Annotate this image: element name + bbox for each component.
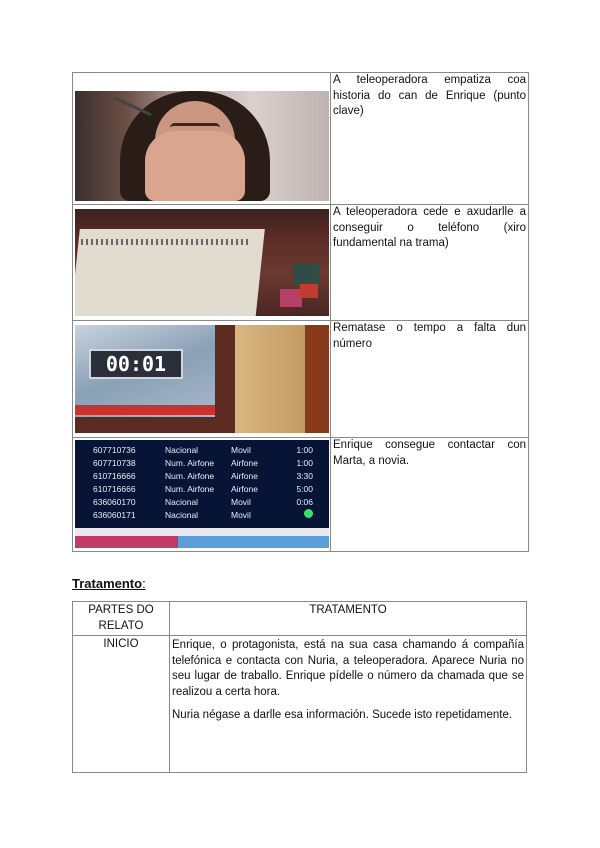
treatment-paragraph: Enrique, o protagonista, está na sua casa chamando á compañía telefónica e contacta con Nuria, a teleoperadora. Aparece Nuria no seu lugar de traballo. Enrique pídelle o número da chamada que se realizou a certa hora. <box>172 639 524 698</box>
timer-readout: 00:01 <box>89 349 183 379</box>
scene-4-image <box>75 440 329 548</box>
scene-2-description: A teleoperadora cede e axudarlle a conseguir o teléfono (xiro fundamental na trama) <box>331 205 529 321</box>
call-log-row: 610716666 Num. Airfone Airfone 5:00 <box>93 484 313 494</box>
treatment-paragraph: Nuria négase a darlle esa información. Sucede isto repetidamente. <box>172 709 513 721</box>
scene-image-cell <box>73 73 331 205</box>
column-header-parts: PARTES DO RELATO <box>73 602 170 636</box>
row-label: INICIO <box>73 636 170 773</box>
call-log-row: 636060171 Nacional Movil <box>93 509 313 522</box>
scene-3-image <box>75 325 329 433</box>
storyboard-row <box>73 438 529 552</box>
treatment-text <box>170 636 527 773</box>
call-log-row: 607710738 Num. Airfone Airfone 1:00 <box>93 458 313 468</box>
call-log-row: 607710736 Nacional Movil 1:00 <box>93 445 313 455</box>
scene-1-description: A teleoperadora empatiza coa historia do can de Enrique (punto clave) <box>331 73 529 205</box>
scene-2-image <box>75 209 329 316</box>
call-log-row: 610716666 Num. Airfone Airfone 3:30 <box>93 471 313 481</box>
scene-image-cell <box>73 321 331 438</box>
scene-3-description: Rematase o tempo a falta dun número <box>331 321 529 438</box>
treatment-row <box>73 636 527 773</box>
storyboard-row <box>73 73 529 205</box>
call-active-dot-icon <box>304 509 313 518</box>
scene-1-image <box>75 91 329 201</box>
scene-image-cell <box>73 438 331 552</box>
call-log-row: 636060170 Nacional Movil 0:06 <box>93 497 313 507</box>
section-heading: Tratamento: <box>72 576 146 591</box>
treatment-header-row <box>73 602 527 636</box>
storyboard-row <box>73 321 529 438</box>
scene-image-cell <box>73 205 331 321</box>
call-log <box>93 444 313 522</box>
treatment-table <box>72 601 527 773</box>
storyboard-row <box>73 205 529 321</box>
storyboard-table <box>72 72 529 552</box>
scene-4-description: Enrique consegue contactar con Marta, a novia. <box>331 438 529 552</box>
column-header-treatment: TRATAMENTO <box>170 602 527 636</box>
